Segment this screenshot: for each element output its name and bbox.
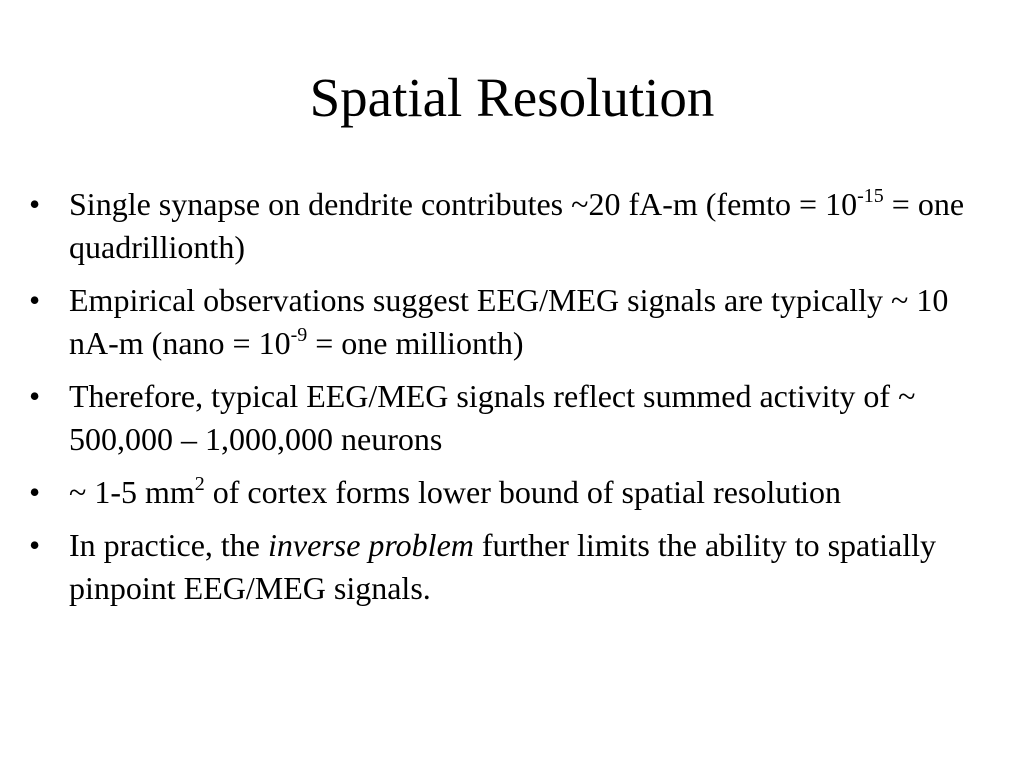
superscript-exponent: 2 <box>194 473 205 495</box>
bullet-text: ~ 1-5 mm <box>69 474 195 510</box>
bullet-marker: • <box>29 186 41 222</box>
superscript-exponent: -15 <box>857 185 884 207</box>
bullet-text-continued: = one quadrillionth) <box>69 186 965 265</box>
bullet-marker: • <box>29 474 41 510</box>
bullet-marker: • <box>29 282 41 318</box>
bullet-item-summed-activity <box>28 375 988 461</box>
bullet-text-italic: inverse problem <box>268 527 474 563</box>
bullet-item-empirical <box>28 279 988 365</box>
bullet-text: Single synapse on dendrite contributes ~20 fA-m (femto = 10 <box>69 186 858 222</box>
bullet-item-lower-bound <box>28 471 988 514</box>
bullet-item-inverse-problem <box>28 524 988 610</box>
superscript-exponent: -9 <box>290 324 308 346</box>
bullet-text-continued: = one millionth) <box>307 325 524 361</box>
bullet-item-synapse <box>28 183 988 269</box>
bullet-text: In practice, the <box>69 527 268 563</box>
bullet-marker: • <box>29 527 41 563</box>
bullet-text-continued: of cortex forms lower bound of spatial resolution <box>204 474 842 510</box>
bullet-text-continued: further limits the ability to spatially pinpoint EEG/MEG signals. <box>69 527 937 606</box>
bullet-list <box>28 183 988 620</box>
bullet-text: Empirical observations suggest EEG/MEG signals are typically ~ 10 nA-m (nano = 10 <box>69 282 949 361</box>
bullet-text: Therefore, typical EEG/MEG signals reflect summed activity of ~ 500,000 – 1,000,000 neurons <box>69 378 916 457</box>
bullet-marker: • <box>29 378 41 414</box>
slide-title: Spatial Resolution <box>309 67 715 128</box>
